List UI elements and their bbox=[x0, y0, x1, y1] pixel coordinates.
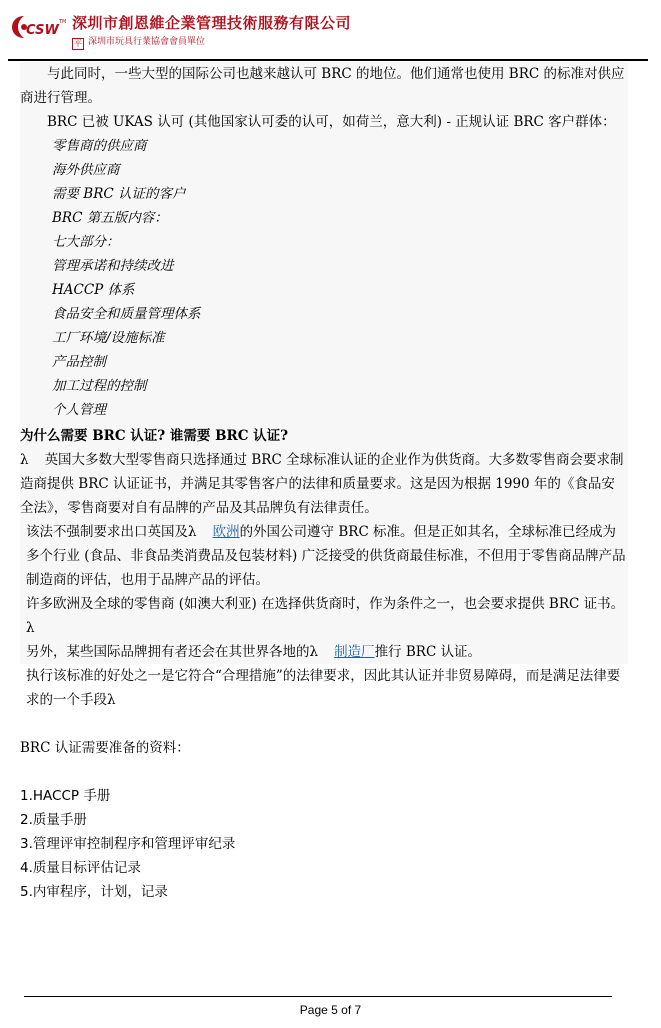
italic-item: 工厂环境/设施标准 bbox=[52, 330, 165, 346]
company-name: 深圳市創恩維企業管理技術服務有限公司 bbox=[72, 14, 352, 32]
docs-title: BRC 认证需要准备的资料： bbox=[20, 740, 190, 756]
docs-item: 4.质量目标评估记录 bbox=[20, 860, 141, 876]
docs-item: 2.质量手册 bbox=[20, 812, 87, 828]
italic-item: BRC 第五版内容： bbox=[52, 210, 168, 226]
letterhead bbox=[10, 8, 650, 58]
italic-item: 食品安全和质量管理体系 bbox=[52, 306, 201, 322]
paragraph-brc-recognition: 与此同时，一些大型的国际公司也越来越认可 BRC 的地位。他们通常也使用 BRC 的标准对供应商进行管理。 bbox=[20, 66, 625, 106]
italic-item: 个人管理 bbox=[52, 402, 106, 418]
paragraph-law: 该法不强制要求出口英国及λ 欧洲的外国公司遵守 BRC 标准。但是正如其名，全球标准已经成为多个行业 (食品、非食品类消费品及包装材料) 广泛接受的供货商最佳标准，不但用于零售商品牌产品制造商的评估，也用于品牌产品的评估。 bbox=[26, 524, 626, 588]
paragraph-retailers: 许多欧洲及全球的零售商 (如澳大利亚) 在选择供货商时，作为条件之一，也会要求提供 BRC 证书。λ bbox=[26, 596, 625, 636]
association-title: 深圳市玩具行業協會會員單位 bbox=[88, 37, 206, 47]
docs-item: 5.内审程序，计划，记录 bbox=[20, 884, 168, 900]
association-line bbox=[72, 34, 205, 50]
italic-list bbox=[20, 134, 628, 422]
italic-item: 管理承诺和持续改进 bbox=[52, 258, 174, 274]
document-body bbox=[20, 62, 628, 904]
logo-text: CSW bbox=[26, 23, 59, 38]
italic-item: HACCP 体系 bbox=[52, 282, 135, 298]
italic-item: 加工过程的控制 bbox=[52, 378, 147, 394]
logo-tm: TM bbox=[59, 19, 67, 25]
docs-item: 1.HACCP 手册 bbox=[20, 788, 111, 804]
docs-list bbox=[20, 784, 628, 904]
italic-item: 需要 BRC 认证的客户 bbox=[52, 186, 186, 202]
docs-item: 3.管理评审控制程序和管理评审纪录 bbox=[20, 836, 236, 852]
page-number: Page 5 of 7 bbox=[299, 1003, 362, 1017]
footer-rule bbox=[24, 996, 612, 997]
association-icon: 平 bbox=[74, 39, 82, 48]
paragraph-ukas: BRC 已被 UKAS 认可 (其他国家认可委的认可，如荷兰，意大利) - 正规认证 BRC 客户群体： bbox=[47, 114, 616, 130]
italic-item: 零售商的供应商 bbox=[52, 138, 147, 154]
paragraph-brand-owners: 另外，某些国际品牌拥有者还会在其世界各地的λ 制造厂推行 BRC 认证。 bbox=[26, 644, 482, 660]
section-heading: 为什么需要 BRC 认证? 谁需要 BRC 认证? bbox=[20, 428, 289, 444]
link-europe[interactable]: 欧洲 bbox=[212, 524, 240, 540]
lambda-mark: λ bbox=[20, 452, 29, 468]
header-rule bbox=[8, 59, 648, 61]
italic-item: 产品控制 bbox=[52, 354, 106, 370]
csw-logo bbox=[10, 10, 68, 44]
italic-item: 海外供应商 bbox=[52, 162, 120, 178]
paragraph-uk-retailers: λ 英国大多数大型零售商只选择通过 BRC 全球标准认证的企业作为供货商。大多数零售商会要求制造商提供 BRC 认证证书，并满足其零售客户的法律和质量要求。这是因为根据 1990 年的《食品安全法》，零售商要对自有品牌的产品及其品牌负有法律责任。 bbox=[20, 452, 624, 516]
paragraph-benefits: 执行该标准的好处之一是它符合“合理措施”的法律要求，因此其认证并非贸易障碍，而是满足法律要求的一个手段λ bbox=[26, 668, 621, 708]
link-factory[interactable]: 制造厂 bbox=[334, 644, 375, 660]
shaded-section bbox=[20, 62, 628, 664]
italic-item: 七大部分： bbox=[52, 234, 120, 250]
